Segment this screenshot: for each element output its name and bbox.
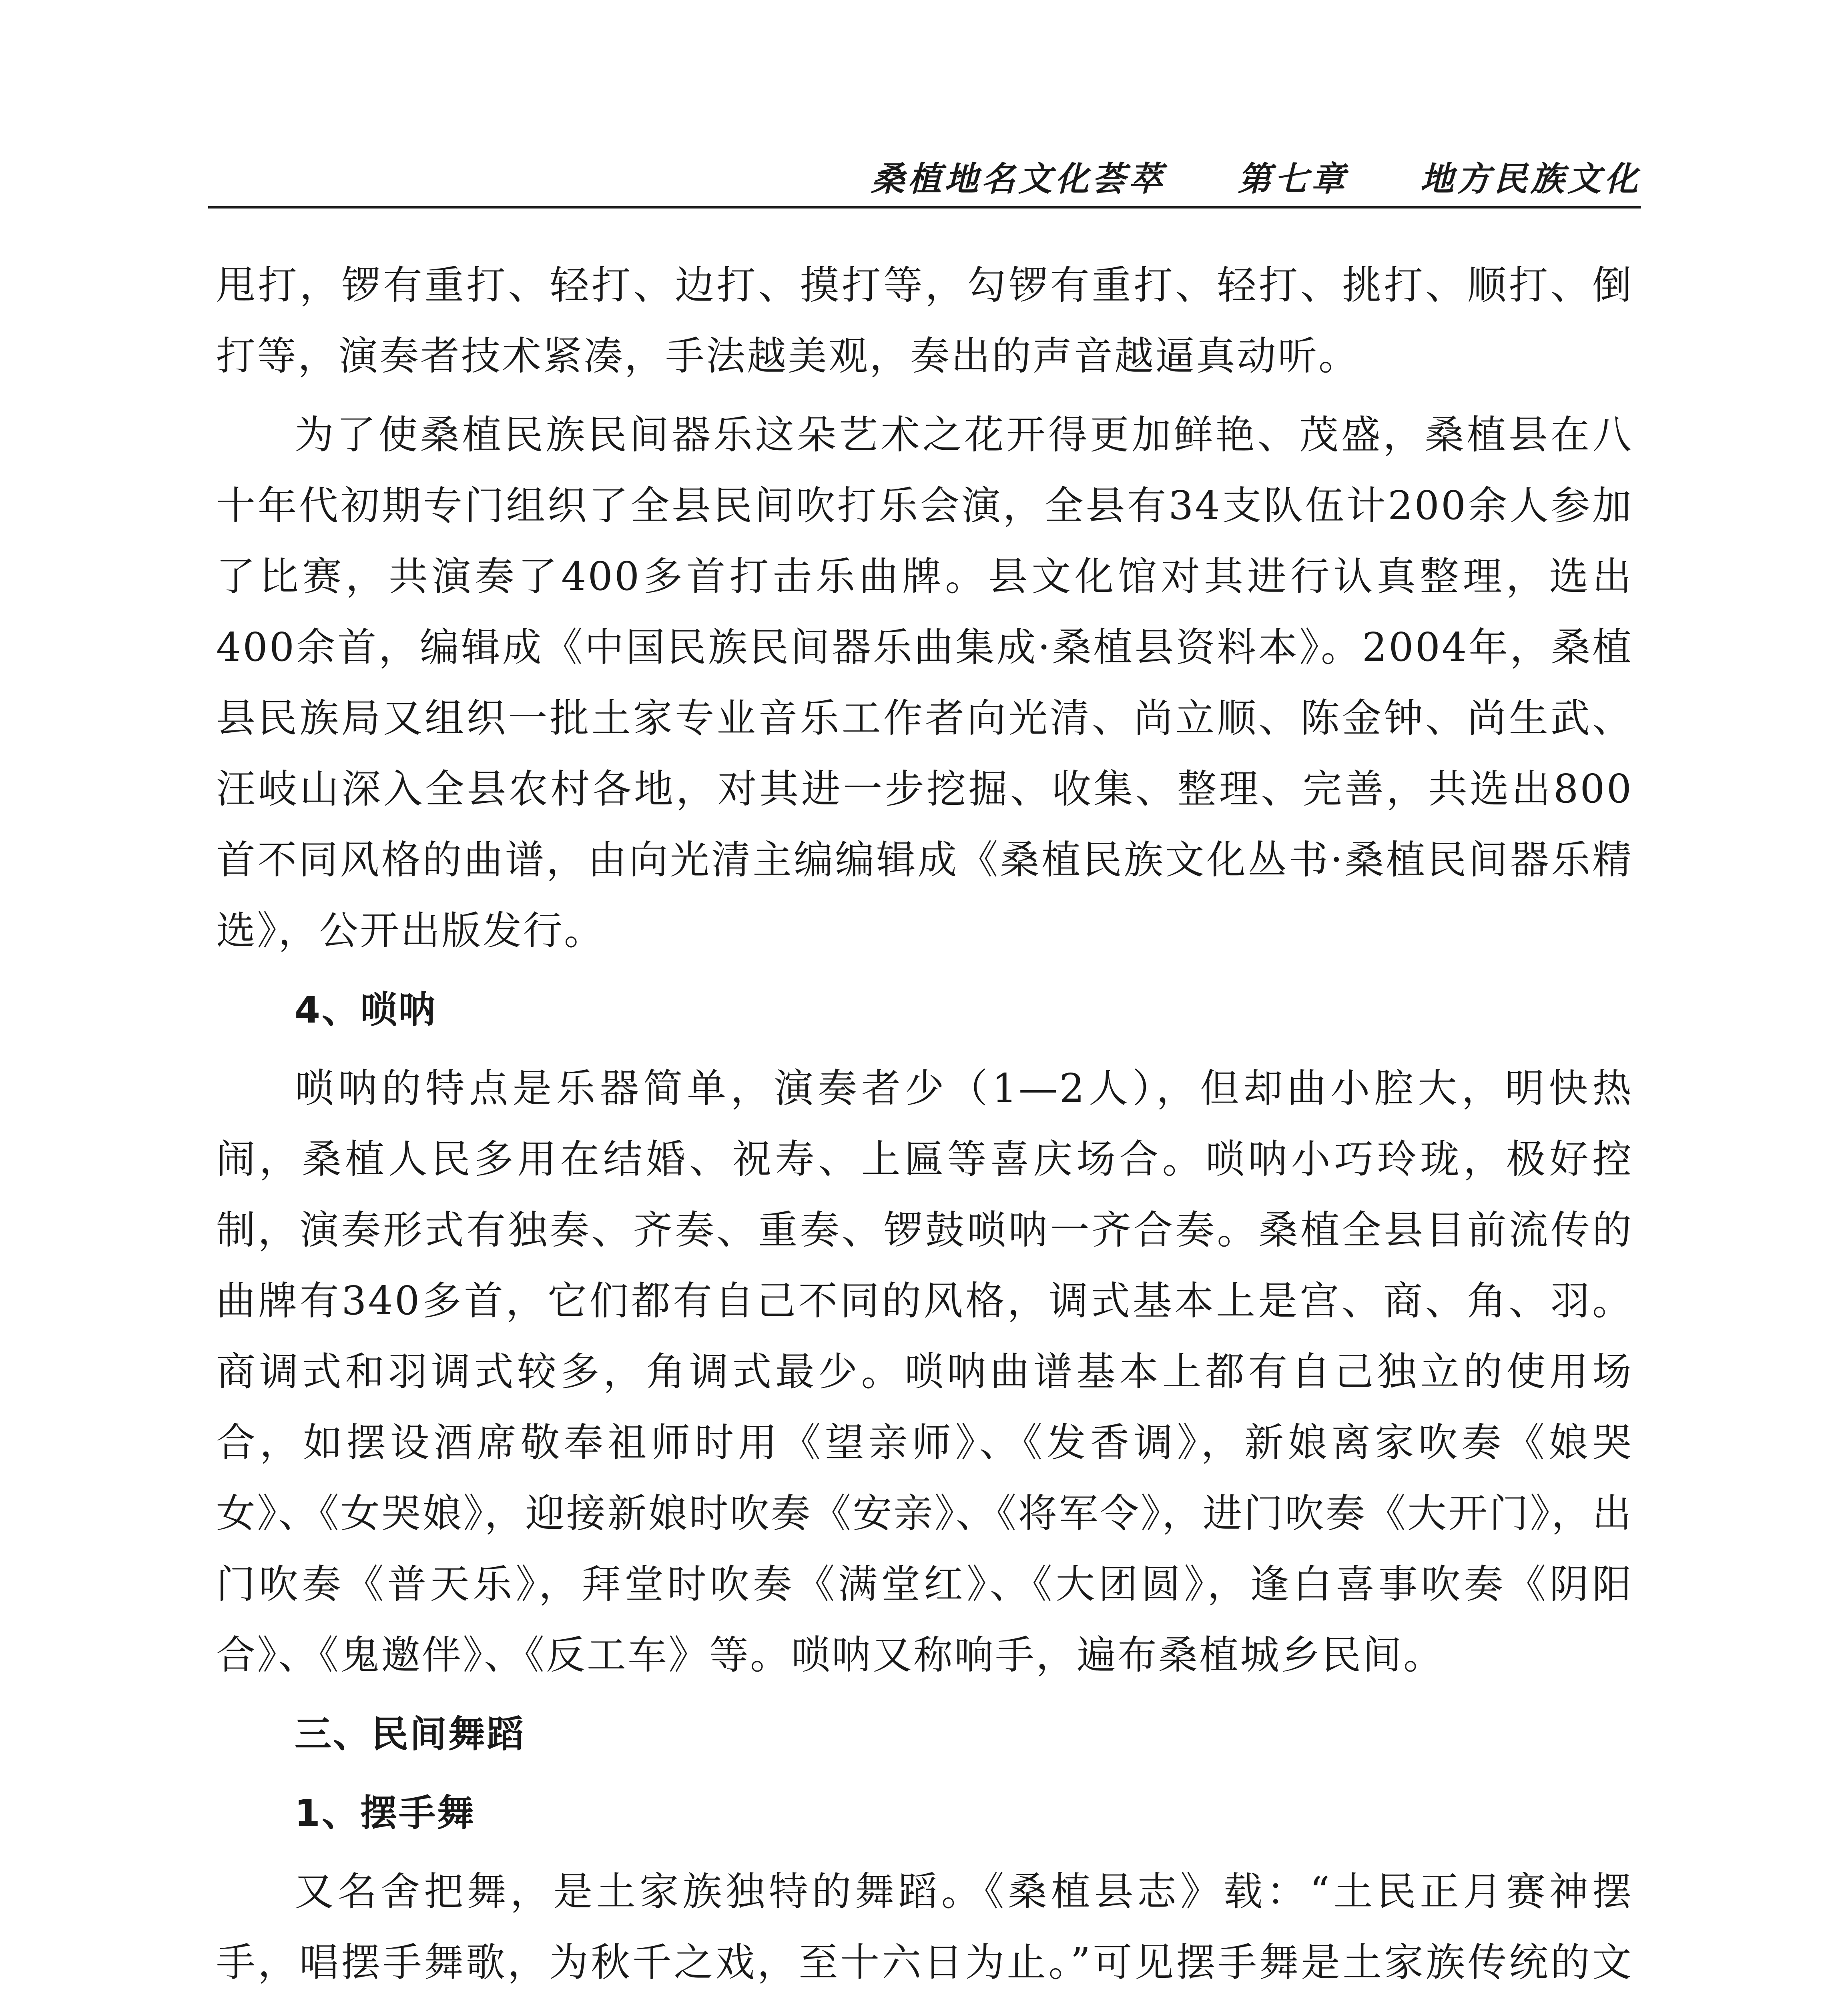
chapter-title: 地方民族文化 [1420,159,1641,198]
paragraph-continuation: 甩打，锣有重打、轻打、边打、摸打等，勾锣有重打、轻打、挑打、顺打、倒打等，演奏者技术紧凑，手法越美观，奏出的声音越逼真动听。 [216,263,1633,379]
heading-baishou-dance: 1、摆手舞 [295,1792,476,1835]
book-title: 桑植地名文化荟萃 [871,159,1166,198]
paragraph-suona: 唢呐的特点是乐器简单，演奏者少（1—2人），但却曲小腔大，明快热闹，桑植人民多用在结婚、祝寿、上匾等喜庆场合。唢呐小巧玲珑，极好控制，演奏形式有独奏、齐奏、重奏、锣鼓唢呐一齐合奏。桑植全县目前流传的曲牌有340多首，它们都有自己不同的风格，调式基本上是宫、商、角、羽。商调式和羽调式较多，角调式最少。唢呐曲谱基本上都有自己独立的使用场合，如摆设酒席敬奉祖师时用《望亲师》、《发香调》，新娘离家吹奏《娘哭女》、《女哭娘》，迎接新娘时吹奏《安亲》、《将军令》，进门吹奏《大开门》，出门吹奏《普天乐》，拜堂时吹奏《满堂红》、《大团圆》，逢白喜事吹奏《阴阳合》、《鬼邀伴》、《反工车》等。唢呐又称响手，遍布桑植城乡民间。 [216,1066,1633,1678]
page-body [216,250,1633,2001]
running-header [208,152,1641,200]
paragraph-baishou-dance: 又名舍把舞，是土家族独特的舞蹈。《桑植县志》载：“土民正月赛神摆手，唱摆手舞歌，为秋千之戏，至十六日为止。”可见摆手舞是土家族传统的文 [216,1869,1633,1985]
paragraph-instrument-collection: 为了使桑植民族民间器乐这朵艺术之花开得更加鲜艳、茂盛，桑植县在八十年代初期专门组织了全县民间吹打乐会演，全县有34支队伍计200余人参加了比赛，共演奏了400多首打击乐曲牌。县文化馆对其进行认真整理，选出400余首，编辑成《中国民族民间器乐曲集成·桑植县资料本》。2004年，桑植县民族局又组织一批土家专业音乐工作者向光清、尚立顺、陈金钟、尚生武、汪岐山深入全县农村各地，对其进一步挖掘、收集、整理、完善，共选出800首不同风格的曲谱，由向光清主编编辑成《桑植民族文化丛书·桑植民间器乐精选》，公开出版发行。 [216,412,1633,954]
header-rule [208,206,1641,209]
heading-folk-dance: 三、民间舞蹈 [295,1713,526,1756]
chapter-number: 第七章 [1237,159,1348,198]
heading-suona: 4、唢呐 [295,988,437,1031]
